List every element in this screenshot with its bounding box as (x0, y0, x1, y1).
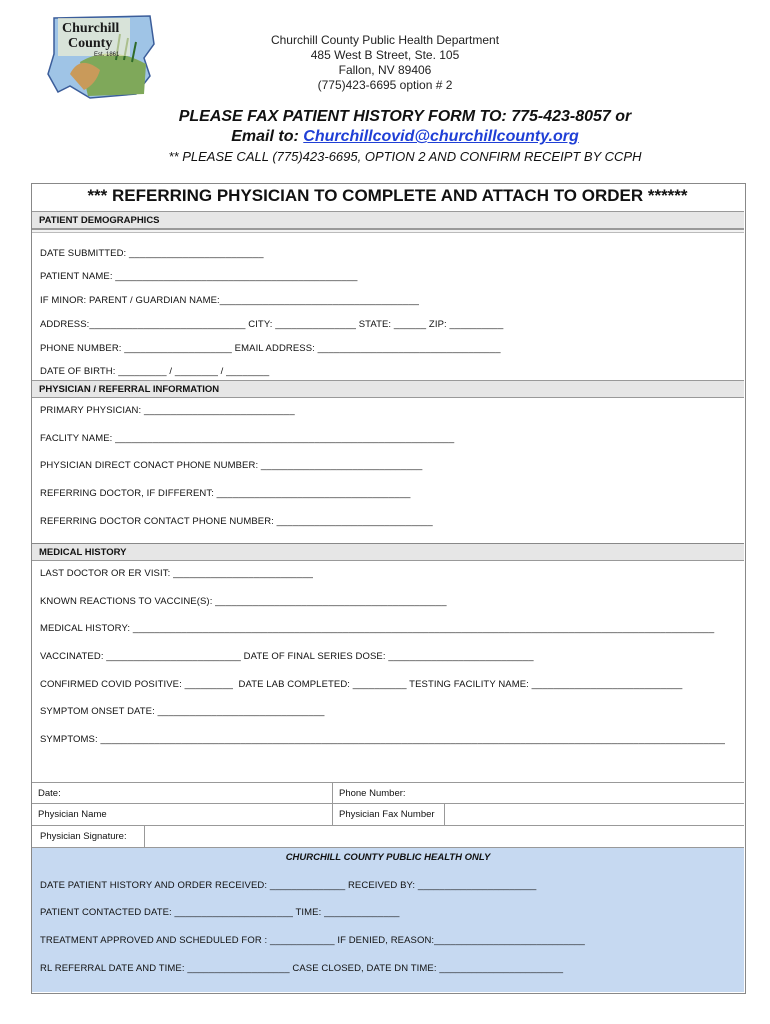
field-patient-contacted[interactable]: PATIENT CONTACTED DATE: ______________________ TIME: ______________ (40, 907, 400, 918)
field-date-of-birth[interactable]: DATE OF BIRTH: _________ / ________ / ________ (40, 366, 270, 377)
logo-line2: County (68, 36, 113, 51)
email-instruction (0, 128, 770, 146)
field-date-submitted[interactable]: DATE SUBMITTED: _________________________ (40, 248, 264, 259)
field-referring-doctor-phone[interactable]: REFERRING DOCTOR CONTACT PHONE NUMBER: _____________________________ (40, 516, 433, 527)
label-physician-signature[interactable]: Physician Signature: (40, 831, 127, 842)
field-referring-doctor[interactable]: REFERRING DOCTOR, IF DIFFERENT: ____________________________________ (40, 488, 411, 499)
field-referral-date[interactable]: RL REFERRAL DATE AND TIME: ___________________ CASE CLOSED, DATE DN TIME: _______________________ (40, 963, 564, 974)
section-patient-demographics: PATIENT DEMOGRAPHICS (32, 211, 744, 229)
field-primary-physician[interactable]: PRIMARY PHYSICIAN: ____________________________ (40, 405, 295, 416)
label-physician-fax[interactable]: Physician Fax Number (339, 809, 435, 820)
field-physician-phone[interactable]: PHYSICIAN DIRECT CONACT PHONE NUMBER: ______________________________ (40, 460, 423, 471)
table-rule (32, 803, 744, 804)
field-history-received[interactable]: DATE PATIENT HISTORY AND ORDER RECEIVED: ______________ RECEIVED BY: ______________________ (40, 880, 537, 891)
label-phone-number[interactable]: Phone Number: (339, 788, 406, 799)
table-rule (32, 825, 744, 826)
label-date[interactable]: Date: (38, 788, 61, 799)
table-divider (444, 803, 445, 825)
field-vaccine-reactions[interactable]: KNOWN REACTIONS TO VACCINE(S): ___________________________________________ (40, 596, 447, 607)
logo-line1: Churchill (62, 21, 120, 36)
field-phone-email[interactable]: PHONE NUMBER: ____________________ EMAIL ADDRESS: __________________________________ (40, 343, 501, 354)
email-prefix: Email to: (231, 128, 304, 145)
table-divider (144, 825, 145, 847)
field-symptoms[interactable]: SYMPTOMS: ____________________________________________________________________________________________________________________ (40, 734, 725, 745)
header-address: 485 West B Street, Ste. 105 (310, 48, 460, 62)
section-medical-history: MEDICAL HISTORY (32, 543, 744, 561)
field-medical-history[interactable]: MEDICAL HISTORY: ____________________________________________________________________________________________________________ (40, 623, 715, 634)
section-divider (32, 229, 744, 233)
field-guardian-name[interactable]: IF MINOR: PARENT / GUARDIAN NAME:_____________________________________ (40, 295, 419, 306)
call-instruction: ** PLEASE CALL (775)423-6695, OPTION 2 AND CONFIRM RECEIPT BY CCPH (168, 149, 642, 164)
field-patient-name[interactable]: PATIENT NAME: _____________________________________________ (40, 271, 358, 282)
section-physician-referral: PHYSICIAN / REFERRAL INFORMATION (32, 380, 744, 398)
field-treatment-approved[interactable]: TREATMENT APPROVED AND SCHEDULED FOR : ____________ IF DENIED, REASON:____________________________ (40, 935, 585, 946)
field-last-visit[interactable]: LAST DOCTOR OR ER VISIT: __________________________ (40, 568, 314, 579)
label-physician-name[interactable]: Physician Name (38, 809, 107, 820)
table-divider (332, 782, 333, 825)
form-title: *** REFERRING PHYSICIAN TO COMPLETE AND ATTACH TO ORDER ****** (87, 186, 688, 205)
fax-instruction: PLEASE FAX PATIENT HISTORY FORM TO: 775-423-8057 or (178, 108, 632, 125)
field-vaccinated[interactable]: VACCINATED: _________________________ DATE OF FINAL SERIES DOSE: ___________________________ (40, 651, 534, 662)
header-city: Fallon, NV 89406 (338, 63, 432, 77)
table-rule (32, 782, 744, 783)
header-phone: (775)423-6695 option # 2 (317, 78, 453, 92)
field-covid-positive[interactable]: CONFIRMED COVID POSITIVE: _________ DATE LAB COMPLETED: __________ TESTING FACILITY NAME: ____________________________ (40, 679, 683, 690)
field-facility-name[interactable]: FACLITY NAME: _______________________________________________________________ (40, 433, 455, 444)
office-use-title: CHURCHILL COUNTY PUBLIC HEALTH ONLY (285, 852, 491, 863)
field-address[interactable]: ADDRESS:_____________________________ CITY: _______________ STATE: ______ ZIP: __________ (40, 319, 504, 330)
email-link[interactable]: Churchillcovid@churchillcounty.org (303, 128, 579, 145)
field-symptom-onset[interactable]: SYMPTOM ONSET DATE: _______________________________ (40, 706, 325, 717)
logo-est: Est. 1861 (94, 52, 120, 58)
header-dept: Churchill County Public Health Department (270, 33, 500, 47)
